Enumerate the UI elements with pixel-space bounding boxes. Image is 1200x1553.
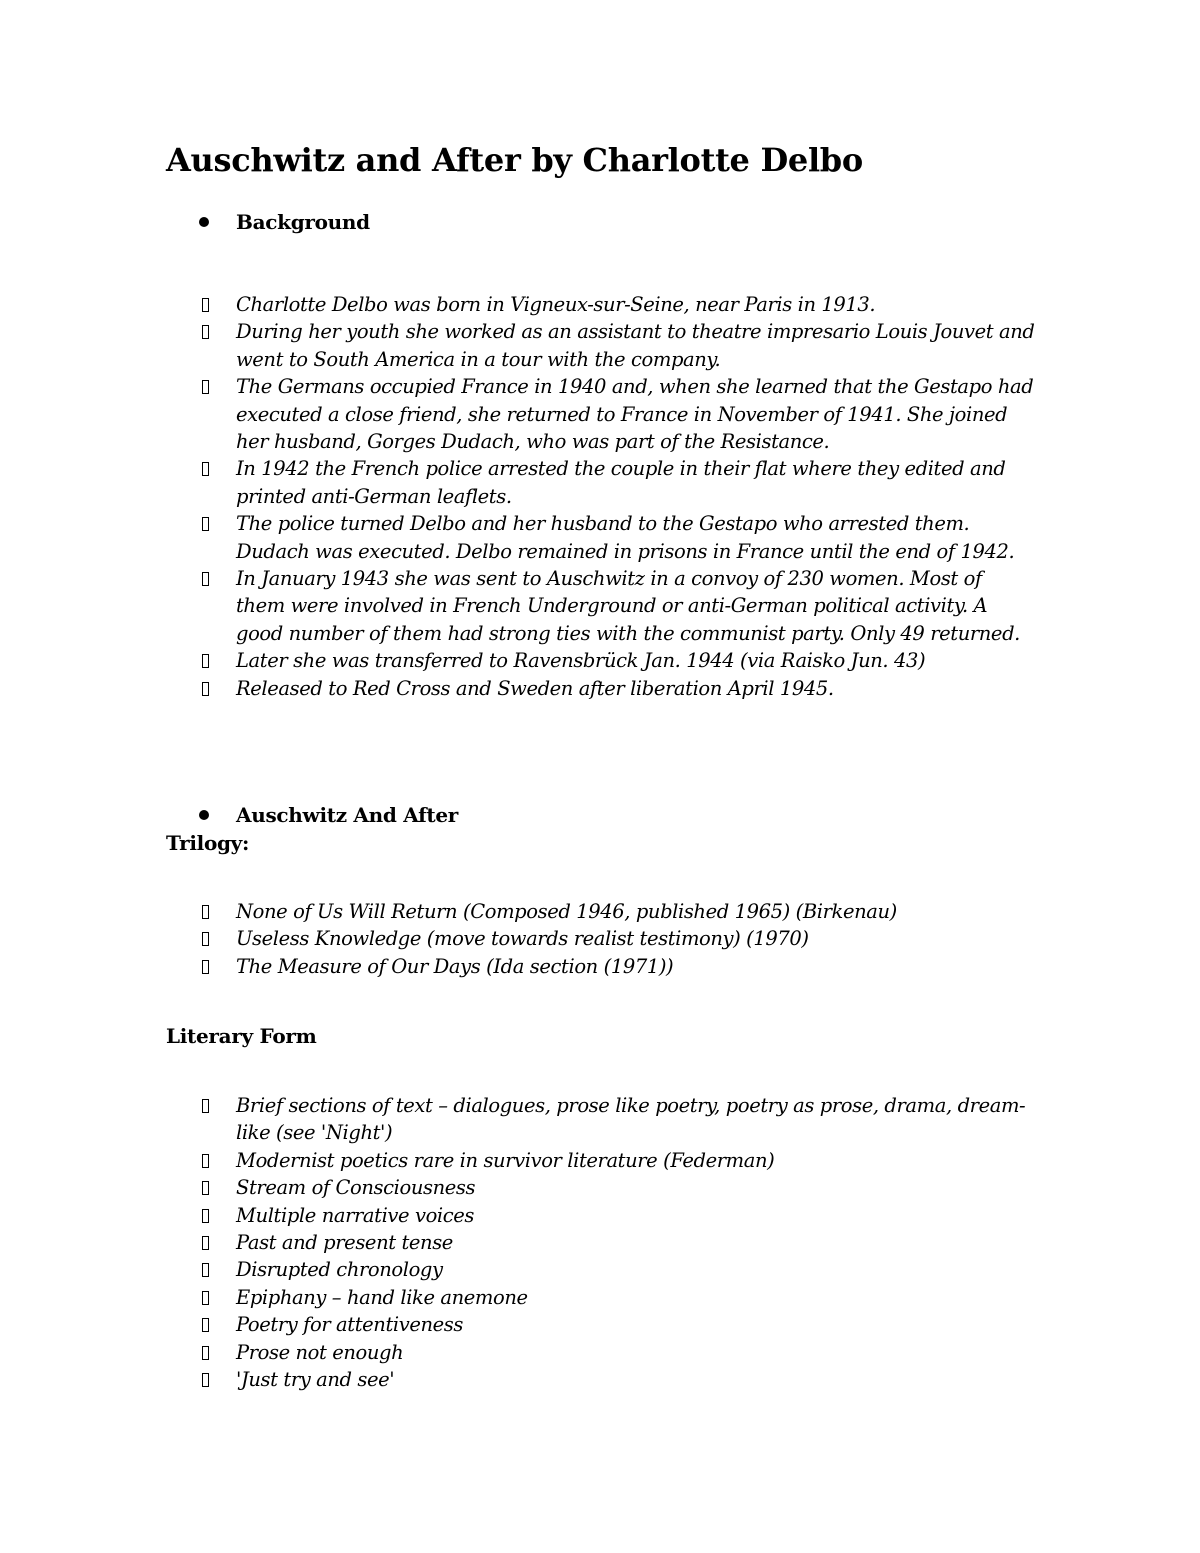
list-item: Useless Knowledge (move towards realist testimony) (1970) <box>0 925 1036 952</box>
list-item: 'Just try and see' <box>0 1366 1036 1393</box>
list-item: Epiphany – hand like anemone <box>0 1284 1036 1311</box>
section-heading-trilogy <box>236 801 458 829</box>
missing-glyph-bullet-icon <box>202 654 209 668</box>
list-item: In 1942 the French police arrested the couple in their flat where they edited and printed anti-German leaflets. <box>0 455 1036 510</box>
missing-glyph-bullet-icon <box>202 1346 209 1360</box>
missing-glyph-bullet-icon <box>202 1181 209 1195</box>
missing-glyph-bullet-icon <box>202 298 209 312</box>
list-item: Modernist poetics rare in survivor literature (Federman) <box>0 1147 1036 1174</box>
list-item: In January 1943 she was sent to Auschwitz in a convoy of 230 women. Most of them were involved in French Underground or anti-German political activity. A good number of them had strong ties with the communist party. Only 49 returned. <box>0 565 1036 647</box>
list-item: The Germans occupied France in 1940 and, when she learned that the Gestapo had executed a close friend, she returned to France in November of 1941. She joined her husband, Gorges Dudach, who was part of the Resistance. <box>0 373 1036 455</box>
missing-glyph-bullet-icon <box>202 932 209 946</box>
missing-glyph-bullet-icon <box>202 517 209 531</box>
list-item: None of Us Will Return (Composed 1946, published 1965) (Birkenau) <box>0 898 1036 925</box>
missing-glyph-bullet-icon <box>202 380 209 394</box>
list-item: Disrupted chronology <box>0 1256 1036 1283</box>
missing-glyph-bullet-icon <box>202 325 209 339</box>
list-item: The Measure of Our Days (Ida section (1971)) <box>0 953 1036 980</box>
list-item: Past and present tense <box>0 1229 1036 1256</box>
list-item: Poetry for attentiveness <box>0 1311 1036 1338</box>
heading-text: Background <box>236 210 370 234</box>
missing-glyph-bullet-icon <box>202 1099 209 1113</box>
list-item: Prose not enough <box>0 1339 1036 1366</box>
missing-glyph-bullet-icon <box>202 682 209 696</box>
document-title: Auschwitz and After by Charlotte Delbo <box>166 141 863 179</box>
missing-glyph-bullet-icon <box>202 1263 209 1277</box>
missing-glyph-bullet-icon <box>202 462 209 476</box>
trilogy-list <box>0 898 1036 980</box>
list-item: Later she was transferred to Ravensbrück Jan. 1944 (via Raisko Jun. 43) <box>0 647 1036 674</box>
list-item: Brief sections of text – dialogues, prose like poetry, poetry as prose, drama, dream-like (see 'Night') <box>0 1092 1036 1147</box>
heading-text: Auschwitz And After <box>236 803 458 827</box>
missing-glyph-bullet-icon <box>202 572 209 586</box>
missing-glyph-bullet-icon <box>202 1318 209 1332</box>
missing-glyph-bullet-icon <box>202 1373 209 1387</box>
list-item: Released to Red Cross and Sweden after liberation April 1945. <box>0 675 1036 702</box>
section-heading-literary-form: Literary Form <box>166 1024 317 1048</box>
background-list <box>0 291 1036 702</box>
missing-glyph-bullet-icon <box>202 1291 209 1305</box>
list-item: Stream of Consciousness <box>0 1174 1036 1201</box>
list-item: The police turned Delbo and her husband to the Gestapo who arrested them. Dudach was executed. Delbo remained in prisons in France until the end of 1942. <box>0 510 1036 565</box>
list-item: During her youth she worked as an assistant to theatre impresario Louis Jouvet and went to South America in a tour with the company. <box>0 318 1036 373</box>
trilogy-subheading: Trilogy: <box>166 831 250 855</box>
missing-glyph-bullet-icon <box>202 1236 209 1250</box>
literary-form-list <box>0 1092 1036 1393</box>
section-heading-background <box>236 208 370 236</box>
bullet-dot-icon <box>199 810 209 820</box>
missing-glyph-bullet-icon <box>202 1209 209 1223</box>
missing-glyph-bullet-icon <box>202 905 209 919</box>
list-item: Charlotte Delbo was born in Vigneux-sur-Seine, near Paris in 1913. <box>0 291 1036 318</box>
bullet-dot-icon <box>199 217 209 227</box>
list-item: Multiple narrative voices <box>0 1202 1036 1229</box>
missing-glyph-bullet-icon <box>202 1154 209 1168</box>
missing-glyph-bullet-icon <box>202 960 209 974</box>
